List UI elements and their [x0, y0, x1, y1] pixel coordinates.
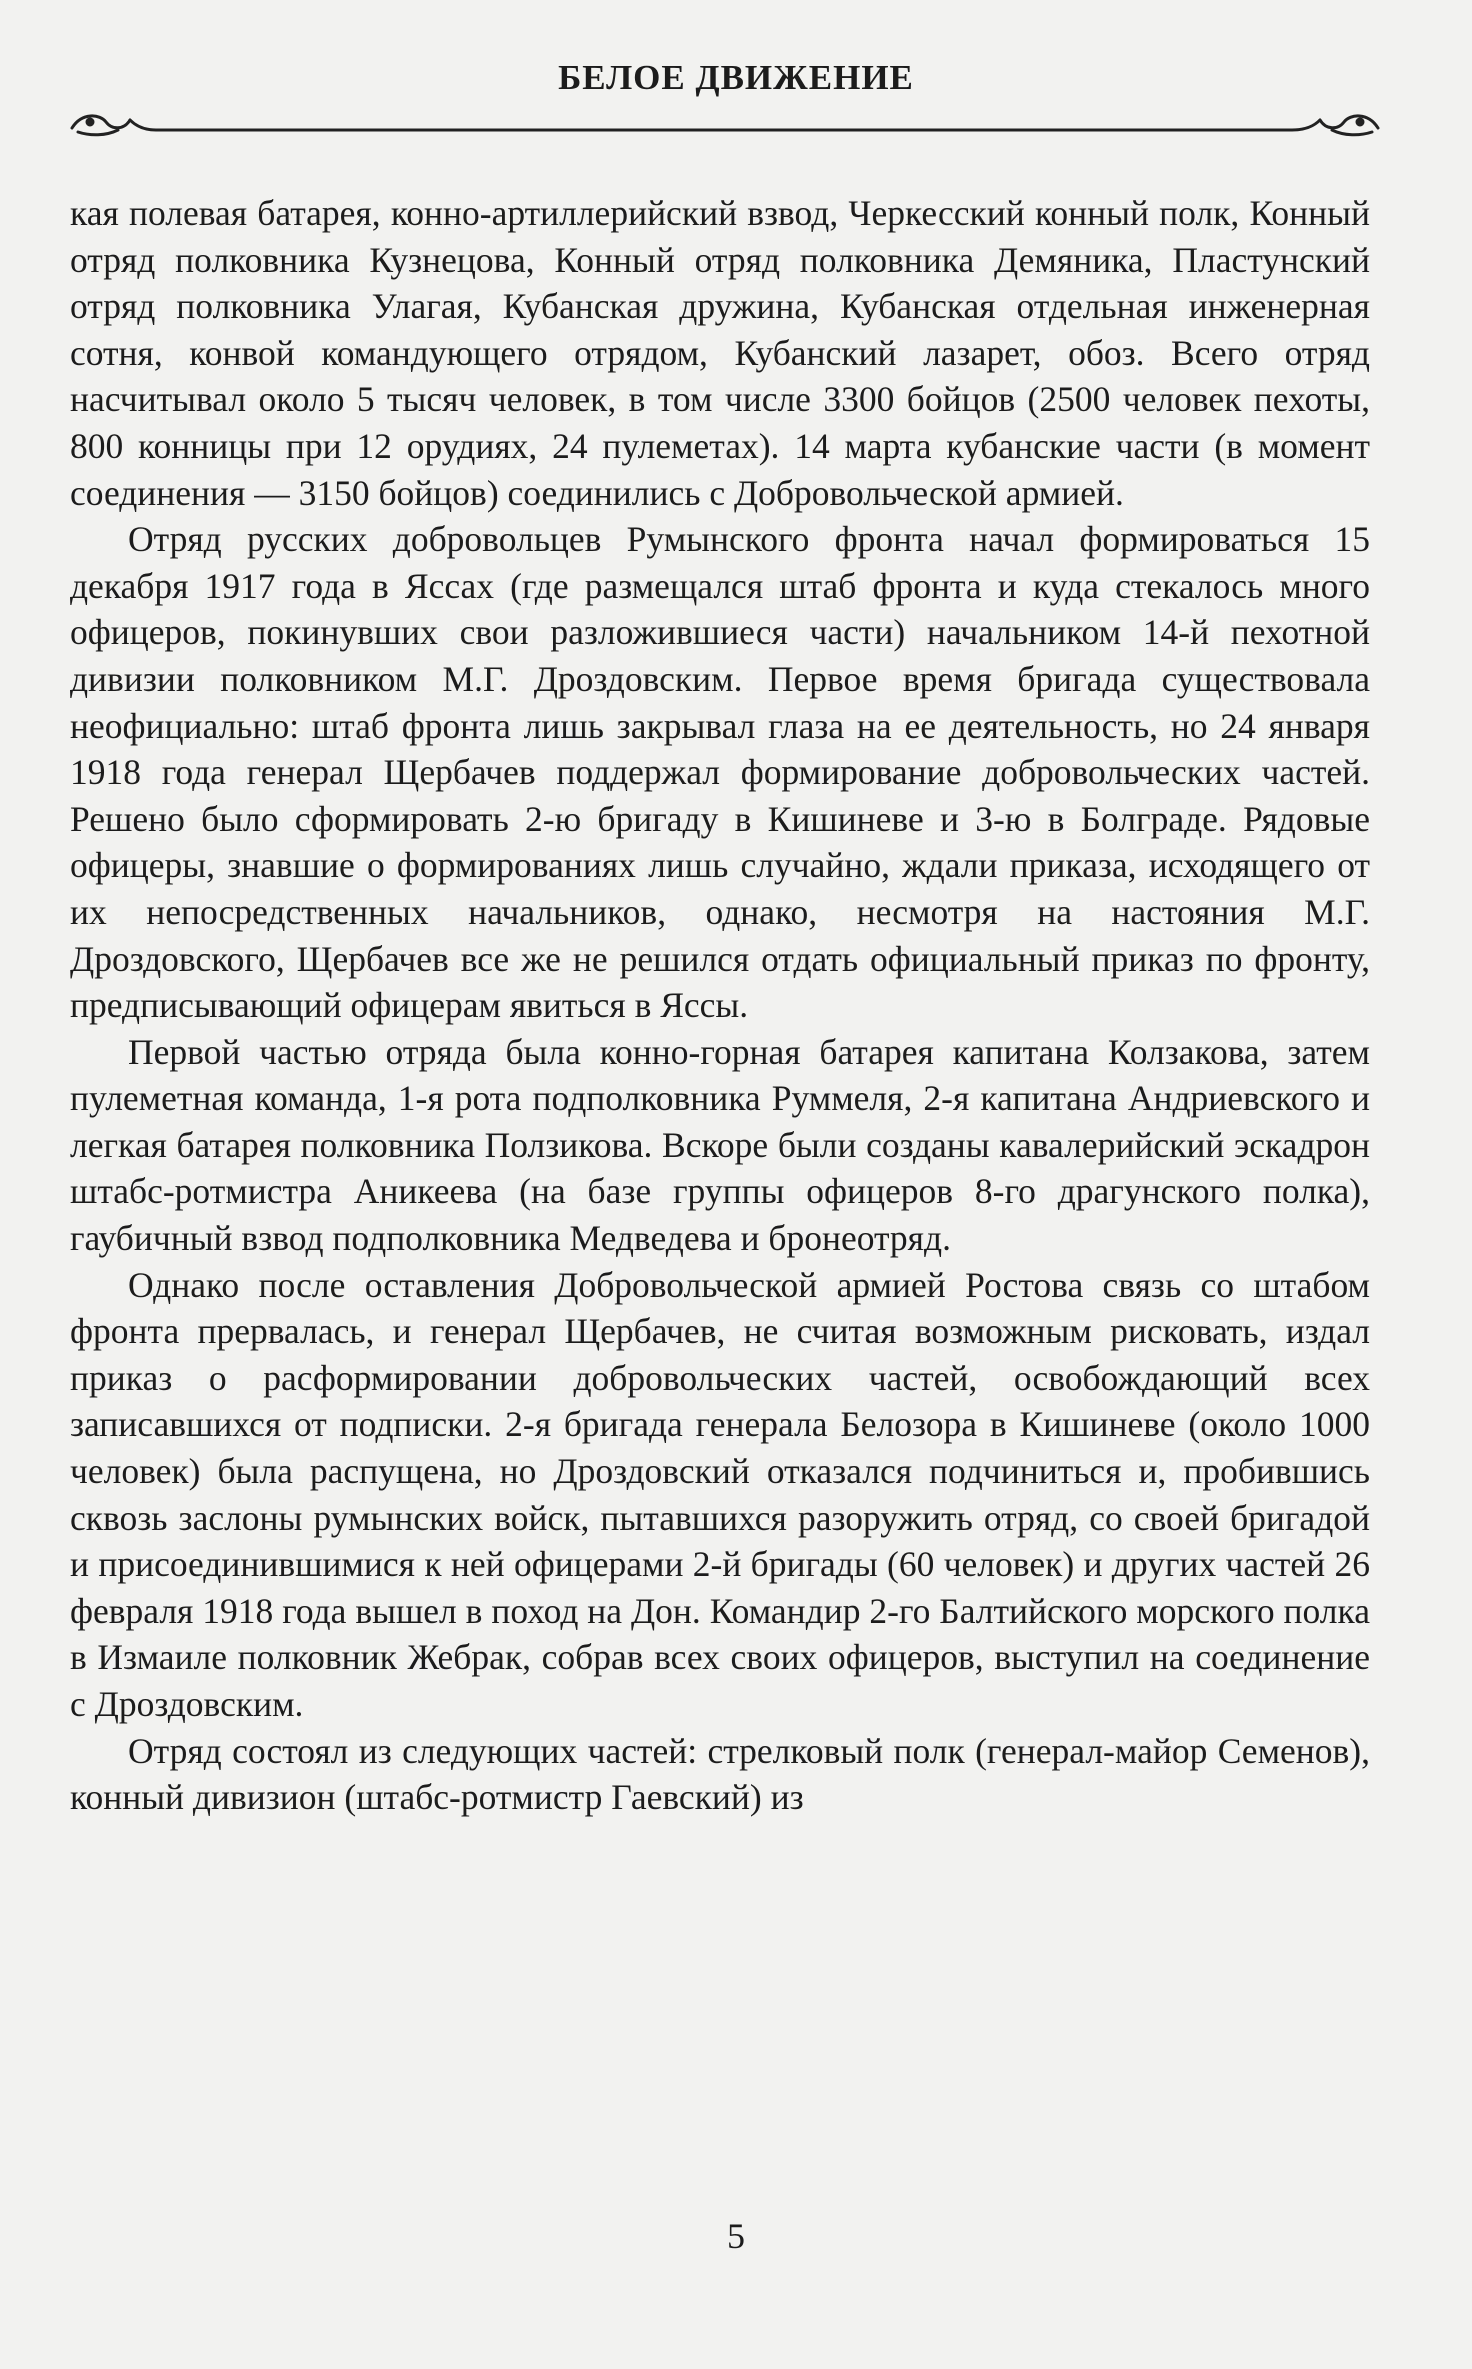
running-title: БЕЛОЕ ДВИЖЕНИЕ	[558, 58, 914, 97]
paragraph-1: кая полевая батарея, конно-артиллерийский взвод, Черкесский конный полк, Конный отряд полковника Кузнецова, Конный отряд полковника Демяника, Пластунский отряд полковника Улагая, Кубанская дружина, Кубанская отдельная инженерная сотня, конвой командующего отрядом, Кубанский лазарет, обоз. Всего отряд насчитывал около 5 тысяч человек, в том числе 3300 бойцов (2500 человек пехоты, 800 конницы при 12 орудиях, 24 пулеметах). 14 марта кубанские части (в момент соединения — 3150 бойцов) соединились с Добровольческой армией.	[70, 193, 1370, 513]
page-number: 5	[727, 2216, 745, 2256]
paragraph-3: Первой частью отряда была конно-горная батарея капитана Колзакова, затем пулеметная команда, 1-я рота подполковника Руммеля, 2-я капитана Андриевского и легкая батарея полковника Ползикова. Вскоре были созданы кавалерийский эскадрон штабс-ротмистра Аникеева (на базе группы офицеров 8-го драгунского полка), гаубичный взвод подполковника Медведева и бронеотряд.	[70, 1031, 1370, 1259]
paragraph-2: Отряд русских добровольцев Румынского фронта начал формироваться 15 декабря 1917 года в Яссах (где размещался штаб фронта и куда стекалось много офицеров, покинувших свои разложившиеся части) начальником 14-й пехотной дивизии полковником М.Г. Дроздовским. Первое время бригада существовала неофициально: штаб фронта лишь закрывал глаза на ее деятельность, но 24 января 1918 года генерал Щербачев поддержал формирование добровольческих частей. Решено было сформировать 2-ю бригаду в Кишиневе и 3-ю в Болграде. Рядовые офицеры, знавшие о формированиях лишь случайно, ждали приказа, исходящего от их непосредственных начальников, однако, несмотря на настояния М.Г. Дроздовского, Щербачев все же не решился отдать официальный приказ по фронту, предписывающий офицерам явиться в Яссы.	[70, 519, 1370, 1026]
body-text	[70, 190, 1370, 1821]
header-rule	[70, 108, 1380, 138]
paragraph-5: Отряд состоял из следующих частей: стрелковый полк (генерал-майор Семенов), конный дивизион (штабс-ротмистр Гаевский) из	[70, 1730, 1370, 1818]
left-flourish-icon	[72, 116, 156, 135]
right-flourish-icon	[1292, 116, 1378, 135]
paragraph-4: Однако после оставления Добровольческой армией Ростова связь со штабом фронта прервалась, и генерал Щербачев, не считая возможным рисковать, издал приказ о расформировании добровольческих частей, освобождающий всех записавшихся от подписки. 2-я бригада генерала Белозора в Кишиневе (около 1000 человек) была распущена, но Дроздовский отказался подчиниться и, пробившись сквозь заслоны румынских войск, пытавшихся разоружить отряд, со своей бригадой и присоединившимися к ней офицерами 2-й бригады (60 человек) и других частей 26 февраля 1918 года вышел в поход на Дон. Командир 2-го Балтийского морского полка в Измаиле полковник Жебрак, собрав всех своих офицеров, выступил на соединение с Дроздовским.	[70, 1264, 1370, 1724]
